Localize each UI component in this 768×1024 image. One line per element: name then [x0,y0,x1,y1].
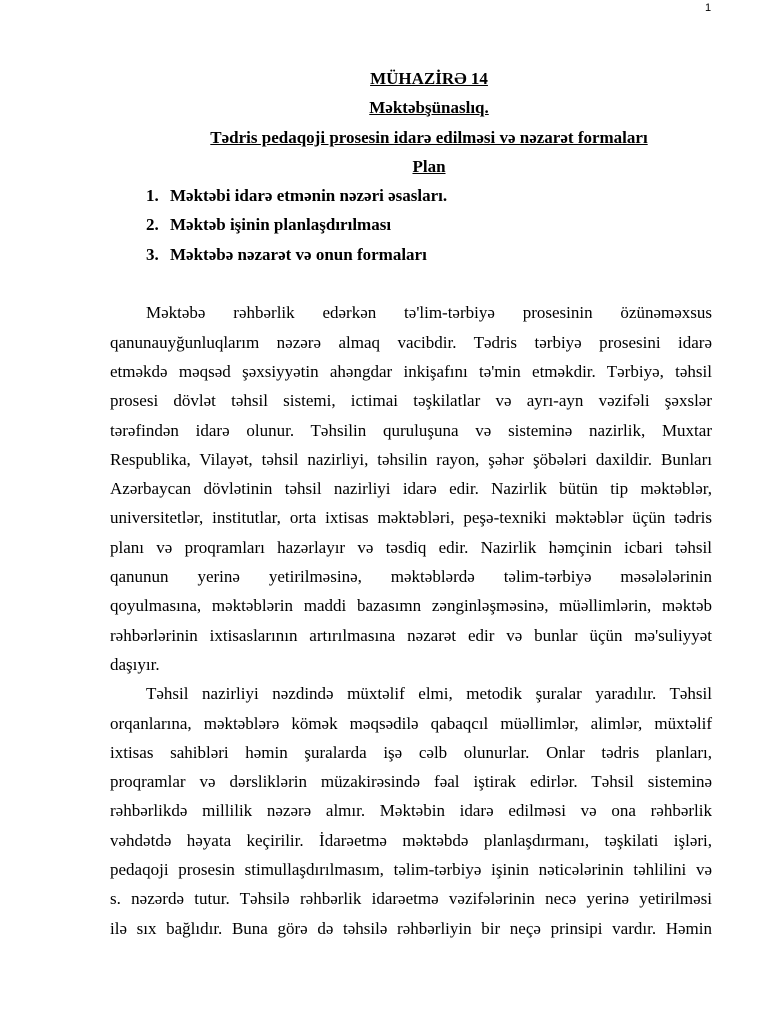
plan-item [110,210,712,239]
paragraph-line: ixtisas sahibləri həmin şuralarda işə cəlb olunurlar. Onlar tədris planları, [110,742,712,762]
paragraph-line: daşıyır. [110,654,160,674]
page-number: 1 [704,2,712,14]
plan-item [110,181,712,210]
paragraph-line: tərəfindən idarə olunur. Təhsilin quruluşuna və sisteminə nazirlik, Muxtar [110,420,712,440]
paragraph-line: orqanlarına, məktəblərə kömək məqsədilə qabaqcıl müəllimlər, alimlər, müxtəlif [110,713,712,733]
paragraph-line: qanunauyğunluqlarım nəzərə almaq vacibdir. Tədris tərbiyə prosesini idarə [110,332,712,352]
plan-item-text: Məktəbə nəzarət və onun formaları [170,244,427,264]
paragraph-line: Məktəbə rəhbərlik edərkən tə'lim-tərbiyə prosesinin özünəməxsus [146,303,712,323]
lecture-title: MÜHAZİRƏ 14 [370,69,488,88]
paragraph-line: rəhbərlikdə millilik nəzərə almır. Məktəbin idarə edilməsi və ona rəhbərlik [110,801,712,821]
paragraph-line: rəhbərlərinin ixtisaslarının artırılmasına nəzarət edir və bunlar üçün mə'suliyyət [110,625,712,645]
plan-item-number: 2. [146,215,159,235]
paragraph-line: prosesi dövlət təhsil sistemi, ictimai təşkilatlar və ayrı-ayn vəzifəli şəxslər [110,391,712,411]
paragraph-line: proqramlar və dərsliklərin müzakirəsində fəal iştirak edirlər. Təhsil sisteminə [110,772,712,792]
paragraph-line: vəhdətdə həyata keçirilir. İdarəetmə məktəbdə planlaşdırmanı, təşkilati işləri, [110,830,712,850]
plan-heading: Plan [412,156,446,176]
paragraph-line: Respublika, Vilayət, təhsil nazirliyi, təhsilin rayon, şəhər şöbələri daxildir. Bunları [110,449,712,469]
paragraph-line: universitetlər, institutlar, orta ixtisas məktəbləri, peşə-texniki məktəblər üçün tədris [110,508,712,528]
paragraph-line: Təhsil nazirliyi nəzdində müxtəlif elmi, metodik şuralar yaradılır. Təhsil [146,684,712,704]
plan-item-number: 1. [146,186,159,206]
lecture-topic: Tədris pedaqoji prosesin idarə edilməsi və nəzarət formaları [210,127,648,147]
paragraph [110,679,712,943]
paragraph-line: Azərbaycan dövlətinin təhsil nazirliyi idarə edir. Nazirlik bütün tip məktəblər, [110,479,712,499]
blank-line [110,269,712,298]
body-text [110,298,712,943]
plan-item [110,240,712,269]
plan-item-number: 3. [146,244,159,264]
paragraph-line: qanunun yerinə yetirilməsinə, məktəblərdə təlim-tərbiyə məsələlərinin [110,567,712,587]
plan-list [110,181,712,269]
paragraph-line: planı və proqramları hazərlayır və təsdiq edir. Nazirlik həmçinin icbari təhsil [110,537,712,557]
lecture-subtitle: Məktəbşünaslıq. [369,98,489,118]
paragraph-line: s. nəzərdə tutur. Təhsilə rəhbərlik idarəetmə vəzifələrinin necə yerinə yetirilməsi [110,889,712,909]
paragraph-line: ilə sıx bağlıdır. Buna görə də təhsilə rəhbərliyin bir neçə prinsipi vardır. Həmin [110,918,712,938]
paragraph-line: pedaqoji prosesin stimullaşdırılmasım, təlim-tərbiyə işinin nəticələrinin təhlilini və [110,860,712,880]
plan-item-text: Məktəbi idarə etmənin nəzəri əsasları. [170,186,448,206]
paragraph-line: etməkdə məqsəd şəxsiyyətin ahəngdar inkişafını tə'min etməkdir. Tərbiyə, təhsil [110,361,712,381]
paragraph-line: qoyulmasına, məktəblərin maddi bazasımn zənginləşməsinə, müəllimlərin, məktəb [110,596,712,616]
plan-item-text: Məktəb işinin planlaşdırılması [170,215,392,235]
paragraph [110,298,712,679]
page-content [110,64,712,943]
